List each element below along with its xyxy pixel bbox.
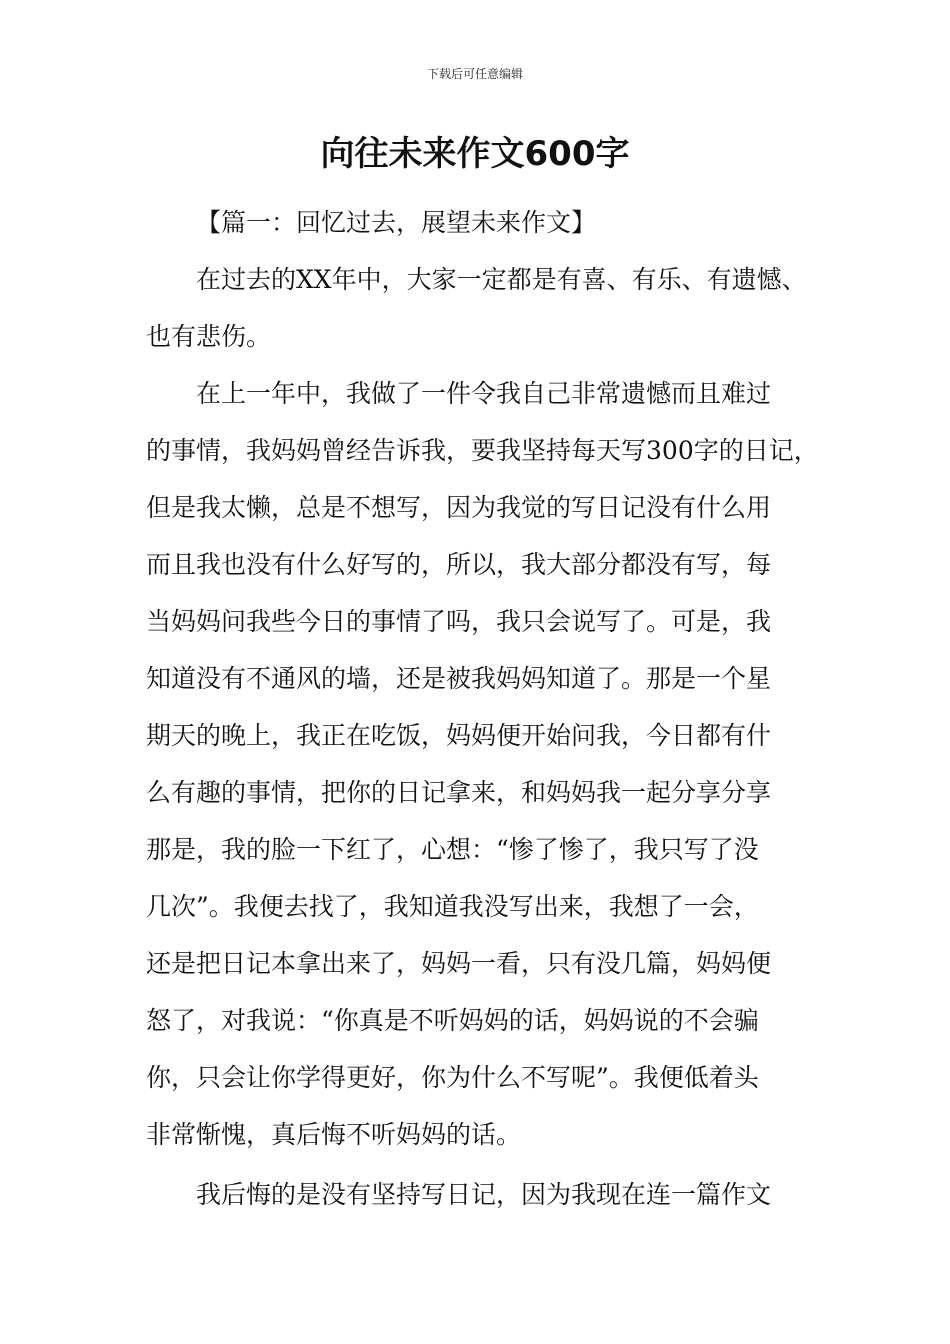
paragraph-line: 在上一年中，我做了一件令我自己非常遗憾而且难过	[196, 379, 772, 408]
paragraph-line: 知道没有不通风的墙，还是被我妈妈知道了。那是一个星	[146, 664, 772, 693]
paragraph-line: 还是把日记本拿出来了，妈妈一看，只有没几篇，妈妈便	[146, 949, 772, 978]
paragraph-line: 期天的晚上，我正在吃饭，妈妈便开始问我，今日都有什	[146, 721, 772, 750]
paragraph-line: 非常惭愧，真后悔不听妈妈的话。	[146, 1120, 522, 1149]
paragraph-line: 而且我也没有什么好写的，所以，我大部分都没有写，每	[146, 550, 772, 579]
paragraph-line: 你，只会让你学得更好，你为什么不写呢”。我便低着头	[146, 1063, 759, 1092]
paragraph-line: 我后悔的是没有坚持写日记，因为我现在连一篇作文	[196, 1180, 772, 1209]
paragraph-line: 当妈妈问我些今日的事情了吗，我只会说写了。可是，我	[146, 607, 772, 636]
paragraph-line: 的事情，我妈妈曾经告诉我，要我坚持每天写300字的日记，	[146, 436, 819, 465]
paragraph-line: 怒了，对我说：“你真是不听妈妈的话，妈妈说的不会骗	[146, 1006, 759, 1035]
paragraph-line: 也有悲伤。	[146, 322, 272, 351]
paragraph-line: 但是我太懒，总是不想写，因为我觉的写日记没有什么用	[146, 493, 772, 522]
document-title: 向往未来作文600字	[320, 134, 630, 174]
paragraph-line: 在过去的XX年中，大家一定都是有喜、有乐、有遗憾、	[196, 265, 807, 294]
paragraph-line: 那是，我的脸一下红了，心想：“惨了惨了，我只写了没	[146, 835, 759, 864]
section-heading: 【篇一：回忆过去，展望未来作文】	[196, 208, 597, 237]
paragraph-line: 么有趣的事情，把你的日记拿来，和妈妈我一起分享分享	[146, 778, 772, 807]
paragraph-line: 几次”。我便去找了，我知道我没写出来，我想了一会，	[146, 892, 759, 921]
page-header-note: 下载后可任意编辑	[426, 67, 523, 81]
